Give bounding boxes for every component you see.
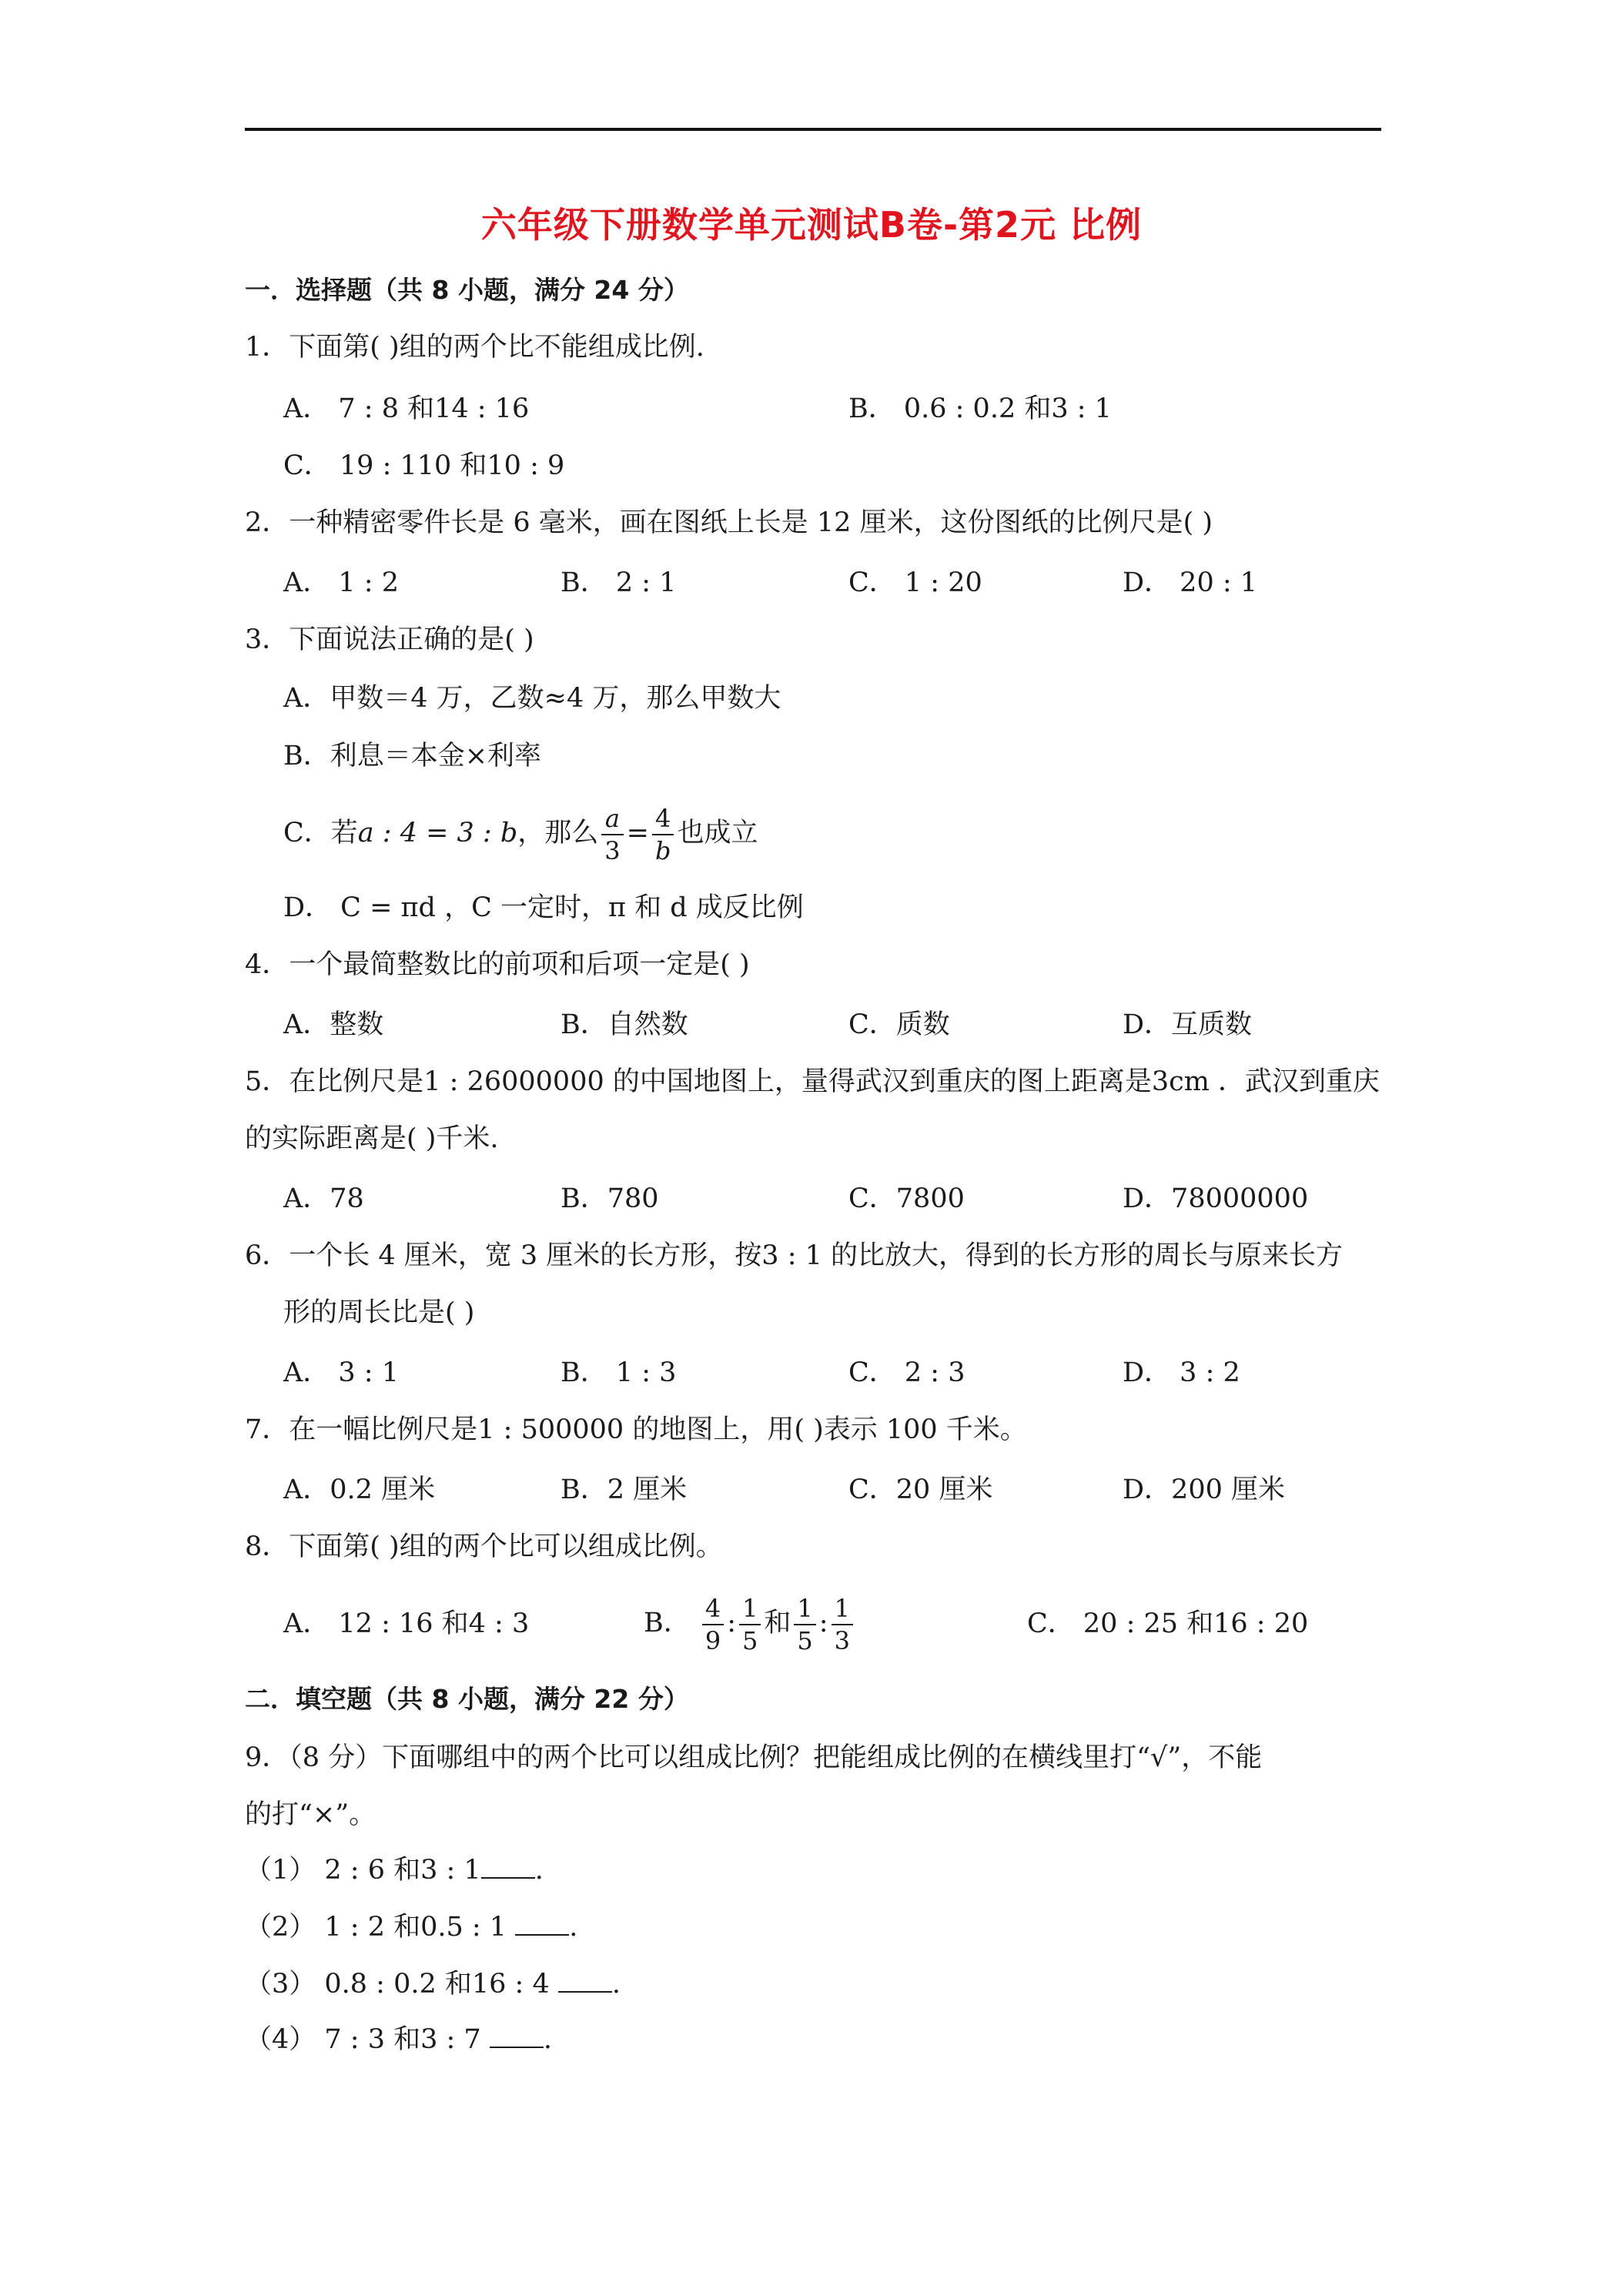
fraction-4-9: $\frac{4}{9}$ bbox=[702, 1593, 724, 1656]
q3-option-c[interactable]: C．若a : 4 = 3 : b，那么 $\frac{a}{3}$ = $\frac{4}{b}$ 也成立 bbox=[283, 803, 758, 865]
q2-option-c[interactable]: C． 1 : 20 bbox=[848, 567, 982, 598]
q8-stem: 8．下面第( )组的两个比可以组成比例。 bbox=[245, 1531, 723, 1562]
q2-option-a[interactable]: A． 1 : 2 bbox=[283, 567, 399, 598]
fraction-1-3: $\frac{1}{3}$ bbox=[832, 1593, 853, 1656]
q5-stem-line1: 5．在比例尺是1 : 26000000 的中国地图上，量得武汉到重庆的图上距离是3cm ．武汉到重庆 bbox=[245, 1066, 1380, 1097]
q7-option-d[interactable]: D．200 厘米 bbox=[1123, 1474, 1285, 1505]
q9-sub-3: （3） 0.8 : 0.2 和16 : 4 . bbox=[245, 1963, 621, 2005]
section-1-header: 一．选择题（共 8 小题，满分 24 分） bbox=[245, 275, 689, 305]
q5-option-c[interactable]: C．7800 bbox=[848, 1183, 965, 1214]
fraction-1-5-b: $\frac{1}{5}$ bbox=[794, 1593, 815, 1656]
q7-option-a[interactable]: A．0.2 厘米 bbox=[283, 1474, 436, 1505]
q2-option-b[interactable]: B． 2 : 1 bbox=[561, 567, 677, 598]
q7-stem: 7．在一幅比例尺是1 : 500000 的地图上，用( )表示 100 千米。 bbox=[245, 1414, 1027, 1445]
q7-option-c[interactable]: C．20 厘米 bbox=[848, 1474, 993, 1505]
q9-stem-line1: 9．（8 分）下面哪组中的两个比可以组成比例？把能组成比例的在横线里打“√”，不能 bbox=[245, 1742, 1263, 1773]
q9-sub-2: （2） 1 : 2 和0.5 : 1 . bbox=[245, 1906, 577, 1948]
q6-stem-line1: 6．一个长 4 厘米，宽 3 厘米的长方形，按3 : 1 的比放大，得到的长方形的周长与原来长方 bbox=[245, 1240, 1344, 1271]
q2-stem: 2．一种精密零件长是 6 毫米，画在图纸上长是 12 厘米，这份图纸的比例尺是( ) bbox=[245, 507, 1213, 538]
page-title: 六年级下册数学单元测试B卷-第2元 比例 bbox=[480, 204, 1143, 246]
q1-stem: 1．下面第( )组的两个比不能组成比例. bbox=[245, 332, 704, 363]
q7-option-b[interactable]: B．2 厘米 bbox=[561, 1474, 688, 1505]
q1-option-c[interactable]: C． 19 : 110 和10 : 9 bbox=[283, 450, 565, 481]
q1-option-a[interactable]: A． 7 : 8 和14 : 16 bbox=[283, 393, 530, 424]
q6-option-d[interactable]: D． 3 : 2 bbox=[1123, 1357, 1240, 1388]
q3-option-d[interactable]: D． C = πd ，C 一定时，π 和 d 成反比例 bbox=[283, 892, 804, 923]
q9-stem-line2: 的打“×”。 bbox=[245, 1799, 376, 1830]
q1-option-b[interactable]: B． 0.6 : 0.2 和3 : 1 bbox=[848, 393, 1112, 424]
q4-option-c[interactable]: C．质数 bbox=[848, 1009, 950, 1040]
q4-option-b[interactable]: B．自然数 bbox=[561, 1009, 688, 1040]
q6-option-c[interactable]: C． 2 : 3 bbox=[848, 1357, 965, 1388]
answer-blank-2[interactable] bbox=[515, 1906, 569, 1936]
q4-stem: 4．一个最简整数比的前项和后项一定是( ) bbox=[245, 949, 750, 980]
fraction-4-over-b: $\frac{4}{b}$ bbox=[652, 803, 674, 866]
q5-option-a[interactable]: A．78 bbox=[283, 1183, 364, 1214]
answer-blank-3[interactable] bbox=[558, 1963, 612, 1993]
q3-option-a[interactable]: A．甲数＝4 万，乙数≈4 万，那么甲数大 bbox=[283, 683, 781, 714]
q8-option-c[interactable]: C． 20 : 25 和16 : 20 bbox=[1027, 1608, 1309, 1639]
q5-option-d[interactable]: D．78000000 bbox=[1123, 1183, 1309, 1214]
q5-stem-line2: 的实际距离是( )千米. bbox=[245, 1123, 499, 1154]
answer-blank-1[interactable] bbox=[481, 1849, 535, 1879]
q8-option-b[interactable]: B． $\frac{4}{9}$ : $\frac{1}{5}$ 和 $\frac{1}{5}$ : $\frac{1}{3}$ bbox=[644, 1585, 856, 1662]
q6-option-a[interactable]: A． 3 : 1 bbox=[283, 1357, 399, 1388]
q4-option-a[interactable]: A．整数 bbox=[283, 1009, 384, 1040]
section-2-header: 二．填空题（共 8 小题，满分 22 分） bbox=[245, 1684, 689, 1714]
q9-sub-1: （1） 2 : 6 和3 : 1 . bbox=[245, 1849, 544, 1891]
q2-option-d[interactable]: D． 20 : 1 bbox=[1123, 567, 1258, 598]
q3-stem: 3．下面说法正确的是( ) bbox=[245, 624, 534, 655]
q3-option-b[interactable]: B．利息＝本金×利率 bbox=[283, 741, 542, 771]
q5-option-b[interactable]: B．780 bbox=[561, 1183, 659, 1214]
q6-stem-line2: 形的周长比是( ) bbox=[283, 1297, 475, 1328]
q6-option-b[interactable]: B． 1 : 3 bbox=[561, 1357, 677, 1388]
fraction-1-5: $\frac{1}{5}$ bbox=[739, 1593, 761, 1656]
header-rule bbox=[245, 128, 1381, 131]
fraction-a-over-3: $\frac{a}{3}$ bbox=[601, 803, 623, 866]
q4-option-d[interactable]: D．互质数 bbox=[1123, 1009, 1253, 1040]
q9-sub-4: （4） 7 : 3 和3 : 7 . bbox=[245, 2019, 552, 2060]
answer-blank-4[interactable] bbox=[490, 2019, 544, 2048]
q8-option-a[interactable]: A． 12 : 16 和4 : 3 bbox=[283, 1608, 530, 1639]
